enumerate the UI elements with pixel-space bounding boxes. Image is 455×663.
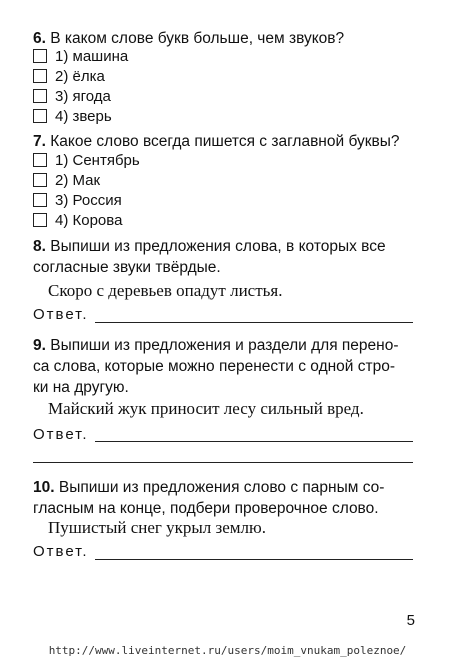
checkbox[interactable] <box>33 49 47 63</box>
option-label: 2) ёлка <box>55 67 105 85</box>
question-10 <box>33 477 418 519</box>
question-text: Выпиши из предложения и раздели для перено- <box>50 337 399 354</box>
option-label: 1) машина <box>55 47 129 65</box>
checkbox[interactable] <box>33 109 47 123</box>
question-text: Выпиши из предложения слова, в которых все <box>50 238 386 255</box>
question-line-1 <box>33 236 418 257</box>
option-label: 3) Россия <box>55 191 122 209</box>
option-6-4[interactable] <box>33 106 112 126</box>
option-7-2[interactable] <box>33 170 100 190</box>
option-label: 2) Мак <box>55 171 101 189</box>
question-line-2: согласные звуки твёрдые. <box>33 259 221 276</box>
question-text: Какое слово всегда пишется с заглавной буквы? <box>50 133 400 150</box>
answer-line-9b[interactable] <box>33 462 413 463</box>
page-number: 5 <box>406 612 415 629</box>
option-6-2[interactable] <box>33 66 105 86</box>
question-number: 7. <box>33 133 46 150</box>
answer-line-10[interactable] <box>95 559 413 560</box>
answer-line-8[interactable] <box>95 322 413 323</box>
question-line-3: ки на другую. <box>33 379 129 396</box>
option-label: 1) Сентябрь <box>55 151 140 169</box>
answer-line-9a[interactable] <box>95 441 413 442</box>
question-8 <box>33 236 418 278</box>
question-7 <box>33 131 418 152</box>
answer-label-8: Ответ. <box>33 306 89 323</box>
question-number: 8. <box>33 238 46 255</box>
checkbox[interactable] <box>33 213 47 227</box>
option-6-3[interactable] <box>33 86 111 106</box>
question-number: 9. <box>33 337 46 354</box>
checkbox[interactable] <box>33 153 47 167</box>
question-line-1 <box>33 335 418 356</box>
checkbox[interactable] <box>33 193 47 207</box>
option-label: 3) ягода <box>55 87 111 105</box>
option-label: 4) зверь <box>55 107 112 125</box>
option-7-3[interactable] <box>33 190 122 210</box>
question-9 <box>33 335 418 398</box>
checkbox[interactable] <box>33 173 47 187</box>
checkbox[interactable] <box>33 69 47 83</box>
sentence-8: Скоро с деревьев опадут листья. <box>48 281 283 300</box>
option-6-1[interactable] <box>33 46 128 66</box>
answer-label-10: Ответ. <box>33 543 89 560</box>
checkbox[interactable] <box>33 89 47 103</box>
answer-label-9: Ответ. <box>33 426 89 443</box>
option-7-1[interactable] <box>33 150 140 170</box>
question-line-2: са слова, которые можно перенести с одной стро- <box>33 358 396 375</box>
footer-url[interactable]: http://www.liveinternet.ru/users/moim_vnukam_poleznoe/ <box>48 644 407 657</box>
sentence-9: Майский жук приносит лесу сильный вред. <box>48 399 364 418</box>
option-7-4[interactable] <box>33 210 122 230</box>
question-number: 10. <box>33 479 55 496</box>
question-line-1 <box>33 477 418 498</box>
question-text: В каком слове букв больше, чем звуков? <box>50 30 345 47</box>
question-number: 6. <box>33 30 46 47</box>
question-line-2: гласным на конце, подбери проверочное слово. <box>33 500 379 517</box>
question-text: Выпиши из предложения слово с парным со- <box>58 479 385 496</box>
sentence-10: Пушистый снег укрыл землю. <box>48 518 266 537</box>
option-label: 4) Корова <box>55 211 123 229</box>
